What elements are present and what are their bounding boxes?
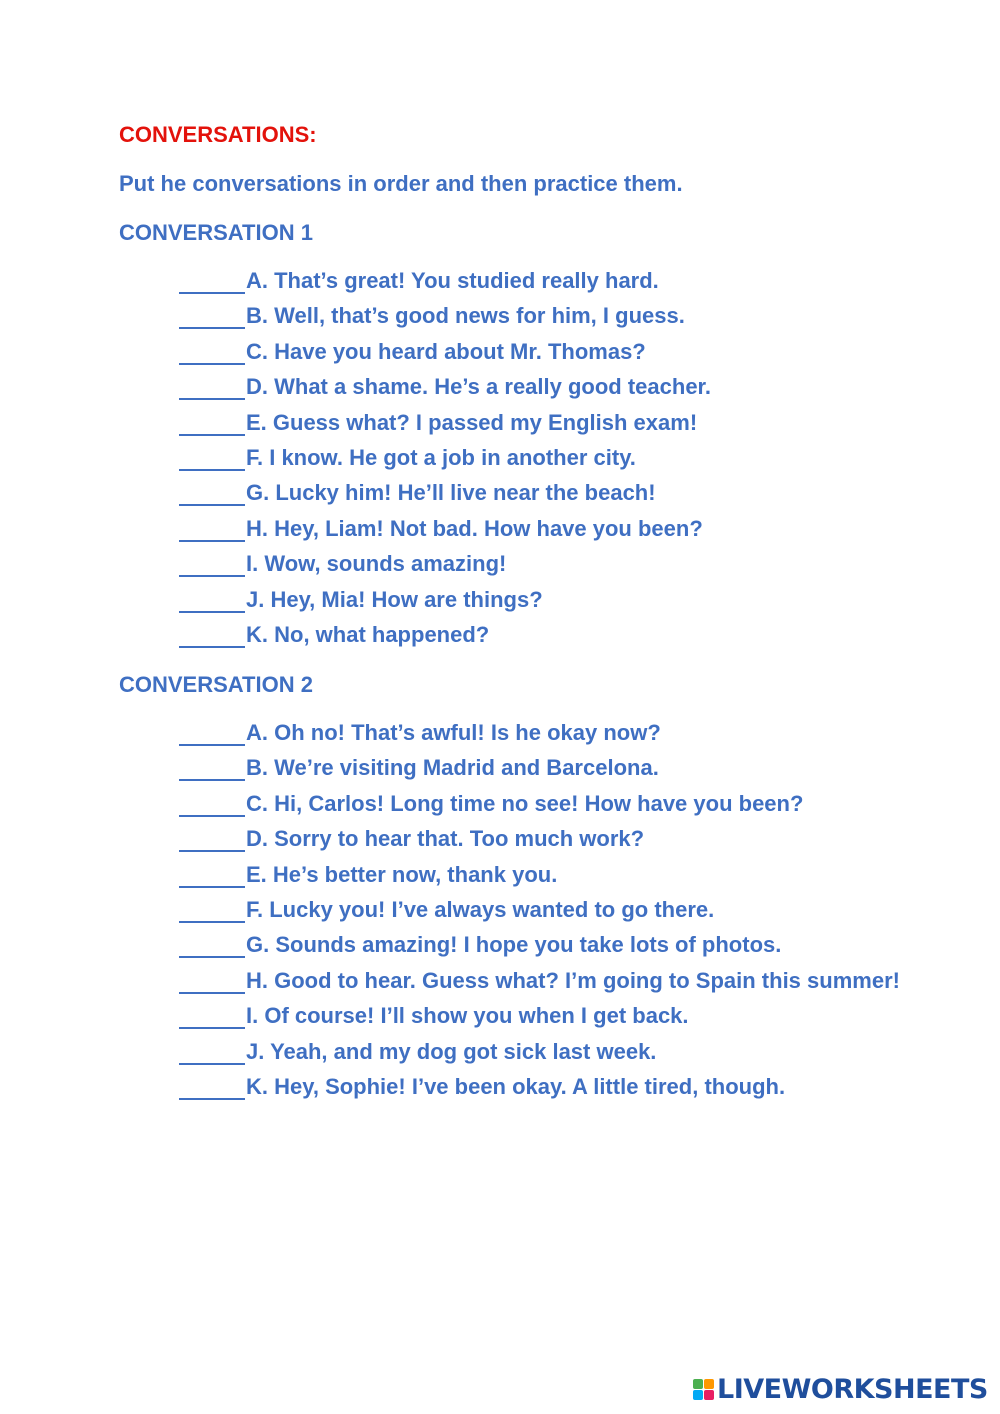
- item-text: G. Lucky him! He’ll live near the beach!: [246, 480, 656, 506]
- answer-blank[interactable]: [179, 755, 245, 781]
- answer-blank[interactable]: [179, 303, 245, 329]
- list-item: [179, 862, 900, 897]
- list-item: [179, 720, 900, 755]
- conversation-2-list: [179, 720, 900, 1109]
- answer-blank[interactable]: [179, 791, 245, 817]
- answer-blank[interactable]: [179, 932, 245, 958]
- conversation-1-list: [179, 268, 711, 657]
- list-item: [179, 1074, 900, 1109]
- answer-blank[interactable]: [179, 374, 245, 400]
- answer-blank[interactable]: [179, 968, 245, 994]
- list-item: [179, 445, 711, 480]
- answer-blank[interactable]: [179, 720, 245, 746]
- item-text: J. Hey, Mia! How are things?: [246, 586, 543, 612]
- answer-blank[interactable]: [179, 897, 245, 923]
- answer-blank[interactable]: [179, 480, 245, 506]
- instructions-text: Put he conversations in order and then practice them.: [119, 171, 683, 196]
- item-text: F. I know. He got a job in another city.: [246, 444, 636, 470]
- logo-square: [693, 1379, 703, 1389]
- item-text: C. Have you heard about Mr. Thomas?: [246, 338, 646, 364]
- item-text: B. We’re visiting Madrid and Barcelona.: [246, 755, 659, 781]
- answer-blank[interactable]: [179, 1074, 245, 1100]
- answer-blank[interactable]: [179, 1003, 245, 1029]
- list-item: [179, 516, 711, 551]
- item-text: D. What a shame. He’s a really good teacher.: [246, 374, 712, 400]
- list-item: [179, 1003, 900, 1038]
- item-text: K. No, what happened?: [246, 621, 490, 647]
- item-text: J. Yeah, and my dog got sick last week.: [246, 1038, 657, 1064]
- liveworksheets-logo: [693, 1374, 988, 1405]
- worksheet-title: CONVERSATIONS:: [119, 122, 317, 147]
- answer-blank[interactable]: [179, 268, 245, 294]
- list-item: [179, 268, 711, 303]
- item-text: C. Hi, Carlos! Long time no see! How have you been?: [246, 790, 804, 816]
- item-text: D. Sorry to hear that. Too much work?: [246, 826, 645, 852]
- answer-blank[interactable]: [179, 516, 245, 542]
- list-item: [179, 339, 711, 374]
- answer-blank[interactable]: [179, 445, 245, 471]
- list-item: [179, 410, 711, 445]
- item-text: B. Well, that’s good news for him, I guess.: [246, 303, 685, 329]
- logo-square: [693, 1390, 703, 1400]
- item-text: I. Of course! I’ll show you when I get back.: [246, 1003, 689, 1029]
- item-text: F. Lucky you! I’ve always wanted to go there.: [246, 896, 715, 922]
- list-item: [179, 622, 711, 657]
- logo-square: [704, 1390, 714, 1400]
- item-text: A. That’s great! You studied really hard.: [246, 268, 659, 293]
- list-item: [179, 551, 711, 586]
- list-item: [179, 968, 900, 1003]
- answer-blank[interactable]: [179, 862, 245, 888]
- answer-blank[interactable]: [179, 622, 245, 648]
- answer-blank[interactable]: [179, 826, 245, 852]
- list-item: [179, 1039, 900, 1074]
- conversation-1-heading: CONVERSATION 1: [119, 220, 313, 245]
- item-text: G. Sounds amazing! I hope you take lots of photos.: [246, 932, 782, 958]
- list-item: [179, 897, 900, 932]
- item-text: I. Wow, sounds amazing!: [246, 551, 507, 577]
- list-item: [179, 755, 900, 790]
- answer-blank[interactable]: [179, 339, 245, 365]
- answer-blank[interactable]: [179, 410, 245, 436]
- answer-blank[interactable]: [179, 1039, 245, 1065]
- item-text: K. Hey, Sophie! I’ve been okay. A little tired, though.: [246, 1073, 786, 1099]
- item-text: H. Hey, Liam! Not bad. How have you been?: [246, 515, 703, 541]
- item-text: H. Good to hear. Guess what? I’m going to Spain this summer!: [246, 967, 900, 993]
- list-item: [179, 826, 900, 861]
- list-item: [179, 374, 711, 409]
- answer-blank[interactable]: [179, 587, 245, 613]
- list-item: [179, 587, 711, 622]
- list-item: [179, 791, 900, 826]
- liveworksheets-logo-icon: [693, 1379, 714, 1400]
- answer-blank[interactable]: [179, 551, 245, 577]
- item-text: E. Guess what? I passed my English exam!: [246, 409, 698, 435]
- logo-square: [704, 1379, 714, 1389]
- logo-text: LIVEWORKSHEETS: [717, 1374, 988, 1405]
- list-item: [179, 480, 711, 515]
- item-text: E. He’s better now, thank you.: [246, 861, 558, 887]
- item-text: A. Oh no! That’s awful! Is he okay now?: [246, 720, 661, 745]
- conversation-2-heading: CONVERSATION 2: [119, 672, 313, 697]
- list-item: [179, 303, 711, 338]
- list-item: [179, 932, 900, 967]
